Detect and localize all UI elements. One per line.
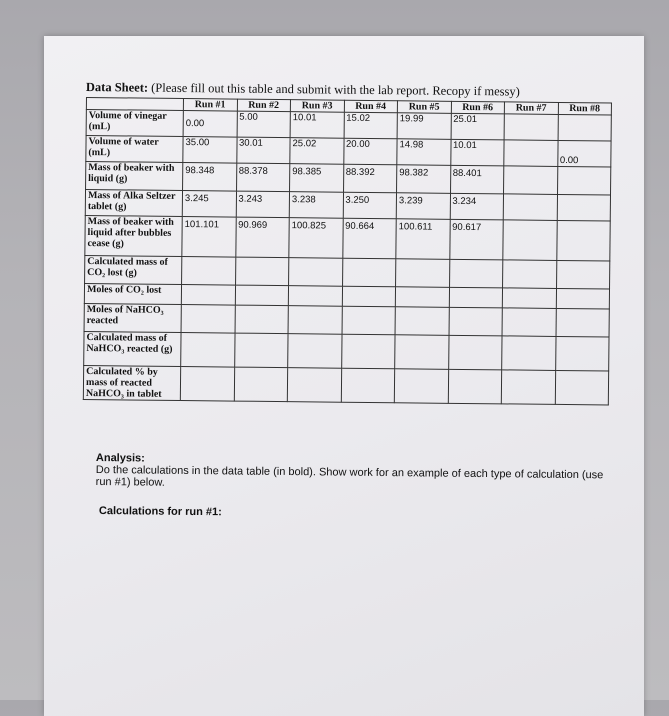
table-cell: 101.101 bbox=[182, 217, 236, 258]
table-cell: 19.99 bbox=[397, 113, 451, 140]
table-cell bbox=[502, 288, 556, 309]
table-cell bbox=[448, 335, 502, 370]
column-header-run-3: Run #3 bbox=[290, 100, 344, 113]
table-cell bbox=[234, 367, 288, 402]
table-cell: 10.01 bbox=[290, 112, 344, 139]
table-cell bbox=[448, 369, 502, 404]
table-cell bbox=[394, 369, 448, 404]
row-label: Calculated % by mass of reacted NaHCO₃ in tablet bbox=[83, 365, 180, 400]
column-header-run-6: Run #6 bbox=[451, 101, 505, 114]
table-cell: 20.00 bbox=[343, 138, 397, 165]
table-cell: 88.401 bbox=[450, 165, 504, 194]
table-cell: 88.378 bbox=[236, 163, 290, 192]
analysis-section bbox=[96, 452, 606, 493]
table-cell bbox=[341, 334, 395, 369]
table-cell: 3.234 bbox=[450, 193, 504, 220]
column-header-run-5: Run #5 bbox=[397, 101, 451, 114]
table-row bbox=[85, 215, 610, 260]
table-cell bbox=[502, 308, 556, 337]
table-cell: 3.245 bbox=[182, 191, 236, 218]
table-cell bbox=[555, 370, 609, 405]
table-cell bbox=[504, 140, 558, 167]
table-cell bbox=[503, 260, 557, 289]
row-label: Mass of beaker with liquid after bubbles cease (g) bbox=[85, 215, 182, 256]
table-cell bbox=[342, 286, 396, 307]
table-cell bbox=[235, 305, 289, 334]
data-table bbox=[83, 97, 612, 405]
column-header-run-2: Run #2 bbox=[237, 99, 291, 112]
table-cell bbox=[181, 285, 235, 306]
table-cell: 14.98 bbox=[397, 139, 451, 166]
table-cell: 25.01 bbox=[451, 113, 505, 140]
table-cell bbox=[557, 166, 611, 195]
row-label: Moles of NaHCO₃ reacted bbox=[84, 303, 181, 332]
table-cell bbox=[558, 114, 612, 141]
table-cell: 100.825 bbox=[289, 218, 343, 259]
row-label: Calculated mass of NaHCO₃ reacted (g) bbox=[84, 331, 181, 366]
table-cell: 25.02 bbox=[290, 138, 344, 165]
row-label: Volume of vinegar (mL) bbox=[86, 110, 183, 137]
table-cell bbox=[182, 257, 236, 286]
table-cell: 0.00 bbox=[183, 111, 237, 138]
row-label: Volume of water (mL) bbox=[86, 136, 183, 163]
column-header-blank bbox=[86, 98, 183, 111]
column-header-run-7: Run #7 bbox=[504, 102, 558, 115]
data-sheet-title: Data Sheet: bbox=[85, 80, 149, 95]
table-cell: 30.01 bbox=[236, 137, 290, 164]
table-cell bbox=[235, 257, 289, 286]
column-header-run-4: Run #4 bbox=[344, 100, 398, 113]
table-cell bbox=[556, 260, 610, 289]
row-label: Moles of CO₂ lost bbox=[84, 283, 181, 304]
table-cell bbox=[181, 333, 235, 368]
calculations-label: Calculations for run #1: bbox=[98, 505, 222, 519]
table-cell bbox=[555, 336, 609, 371]
data-sheet-instructions: (Please fill out this table and submit with the lab report. Recopy if messy) bbox=[151, 80, 520, 99]
table-cell bbox=[395, 335, 449, 370]
table-row bbox=[84, 331, 609, 370]
table-cell bbox=[288, 334, 342, 369]
table-cell: 90.617 bbox=[449, 219, 503, 260]
table-cell bbox=[449, 287, 503, 308]
table-cell: 10.01 bbox=[450, 139, 504, 166]
table-cell bbox=[504, 166, 558, 195]
table-cell bbox=[556, 308, 610, 337]
table-cell bbox=[396, 259, 450, 288]
column-header-run-1: Run #1 bbox=[183, 99, 237, 112]
table-cell: 3.250 bbox=[343, 192, 397, 219]
table-cell bbox=[341, 368, 395, 403]
table-cell: 5.00 bbox=[237, 111, 291, 138]
table-cell: 0.00 bbox=[557, 140, 611, 167]
table-cell bbox=[288, 286, 342, 307]
analysis-text: Do the calculations in the data table (in bold). Show work for an example of each type of calculation (use run #1) below. bbox=[95, 463, 604, 489]
table-cell: 90.969 bbox=[235, 217, 289, 258]
column-header-run-8: Run #8 bbox=[558, 102, 612, 115]
table-cell: 98.385 bbox=[290, 164, 344, 193]
analysis-title: Analysis: bbox=[95, 452, 145, 465]
table-cell bbox=[395, 307, 449, 336]
table-cell: 90.664 bbox=[342, 218, 396, 259]
table-cell bbox=[235, 285, 289, 306]
table-cell bbox=[503, 220, 557, 261]
table-cell bbox=[342, 258, 396, 287]
table-cell: 100.611 bbox=[396, 219, 450, 260]
table-cell: 3.239 bbox=[396, 193, 450, 220]
row-label: Mass of beaker with liquid (g) bbox=[86, 162, 183, 191]
table-cell: 35.00 bbox=[183, 137, 237, 164]
table-body bbox=[83, 110, 611, 405]
table-cell bbox=[234, 333, 288, 368]
table-cell bbox=[289, 258, 343, 287]
table-cell bbox=[556, 288, 610, 309]
table-row bbox=[83, 365, 608, 404]
row-label: Calculated mass of CO₂ lost (g) bbox=[85, 255, 182, 284]
table-cell bbox=[288, 306, 342, 335]
table-cell bbox=[342, 306, 396, 335]
table-cell bbox=[502, 336, 556, 371]
table-cell bbox=[449, 259, 503, 288]
table-cell bbox=[504, 114, 558, 141]
table-cell: 15.02 bbox=[344, 112, 398, 139]
table-cell: 98.348 bbox=[183, 163, 237, 192]
table-cell bbox=[556, 220, 610, 261]
table-cell: 3.238 bbox=[289, 192, 343, 219]
table-cell bbox=[395, 287, 449, 308]
table-cell bbox=[180, 367, 234, 402]
row-label: Mass of Alka Seltzer tablet (g) bbox=[85, 190, 182, 217]
table-cell: 98.382 bbox=[397, 165, 451, 194]
table-cell bbox=[181, 305, 235, 334]
table-cell bbox=[503, 194, 557, 221]
table-cell: 88.392 bbox=[343, 164, 397, 193]
table-cell bbox=[557, 194, 611, 221]
table-cell bbox=[287, 368, 341, 403]
table-cell: 3.243 bbox=[236, 191, 290, 218]
table-cell bbox=[501, 370, 555, 405]
table-cell bbox=[449, 307, 503, 336]
